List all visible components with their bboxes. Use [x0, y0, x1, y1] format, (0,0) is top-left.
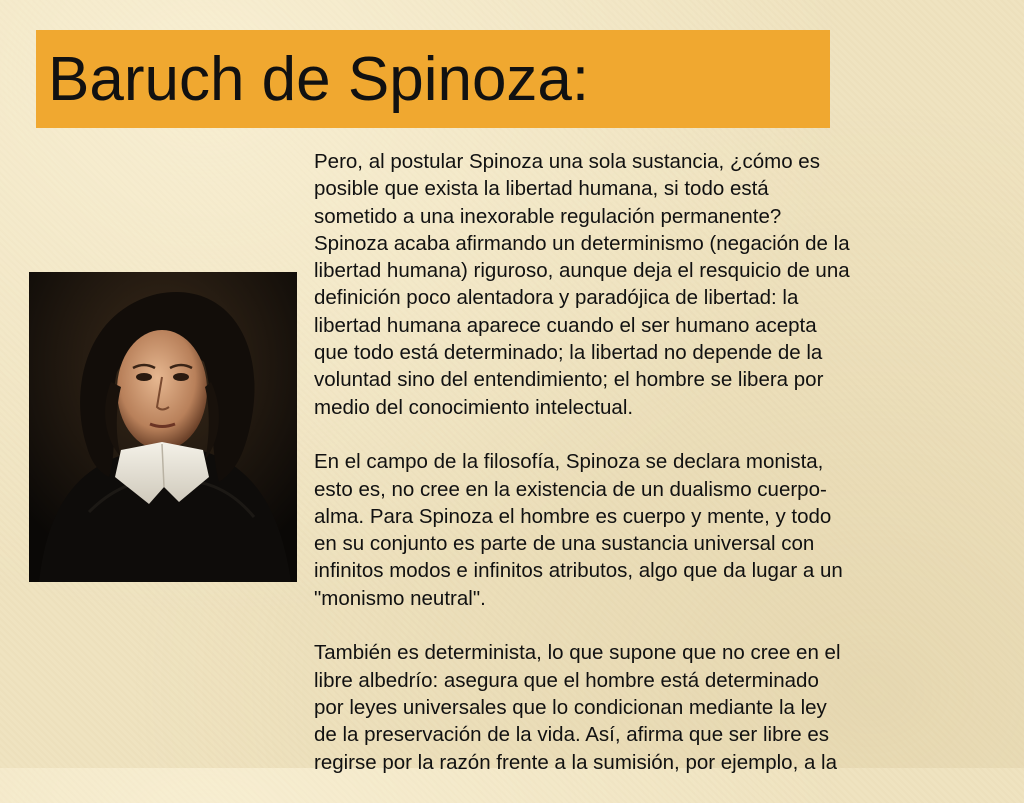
paragraph-determinismo: También es determinista, lo que supone que no cree en el libre albedrío: asegura que el hombre está determinado por leyes universales que lo condicionan mediante la ley de la preservación de la vida. Así, afirma que ser libre es regirse por la razón frente a la sumisión, por ejemplo, a la	[314, 641, 841, 774]
title-band	[36, 30, 830, 128]
paragraph-libertad: Pero, al postular Spinoza una sola sustancia, ¿cómo es posible que exista la libertad humana, si todo está sometido a una inexorable regulación permanente? Spinoza acaba afirmando un determinismo (negación de la libertad humana) riguroso, aunque deja el resquicio de una definición poco alentadora y paradójica de libertad: la libertad humana aparece cuando el ser humano acepta que todo está determinado; la libertad no depende de la voluntad sino del entendimiento; el hombre se libera por medio del conocimiento intelectual.	[314, 150, 850, 419]
paragraph-monismo: En el campo de la filosofía, Spinoza se declara monista, esto es, no cree en la existencia de un dualismo cuerpo- alma. Para Spinoza el hombre es cuerpo y mente, y todo en su conjunto es parte de una sustancia universal con infinitos modos e infinitos atributos, algo que da lugar a un "monismo neutral".	[314, 450, 843, 610]
body-text	[314, 148, 1004, 803]
slide-title: Baruch de Spinoza:	[48, 45, 590, 114]
portrait-image	[29, 272, 297, 582]
